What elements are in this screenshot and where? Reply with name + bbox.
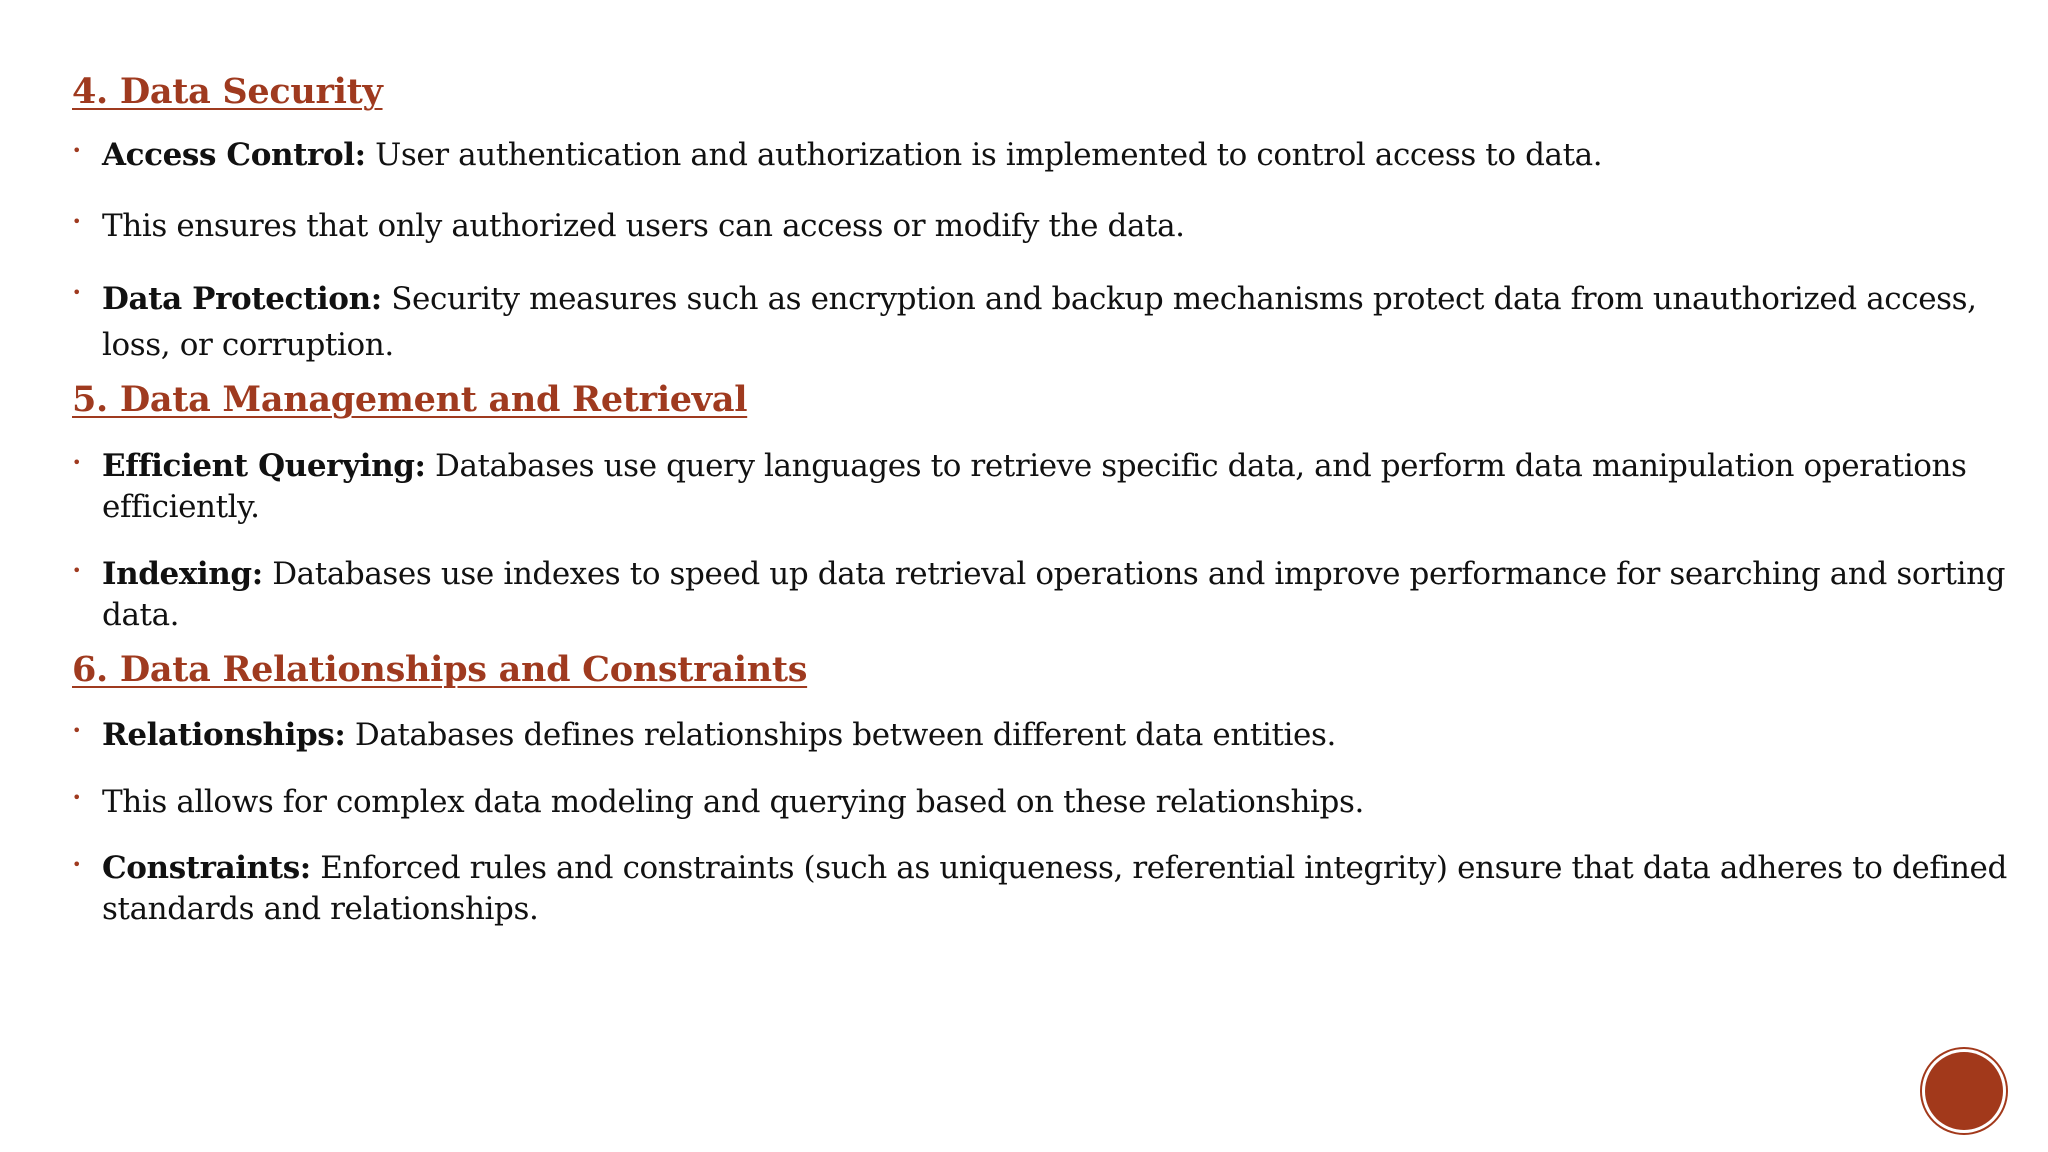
bullet-relationships [72,714,2012,757]
bullet-text: Enforced rules and constraints (such as uniqueness, referential integrity) ensure that data adheres to defined standards and relationships. [102,850,2007,927]
bullet-term: Indexing: [102,556,263,592]
bullet-dot: • [72,212,82,231]
bullet-text: Databases defines relationships between different data entities. [345,717,1336,753]
bullet-text: Security measures such as encryption and backup mechanisms protect data from unauthorized access, loss, or corruption. [102,281,1977,363]
bullet-dot: • [72,141,82,160]
bullet-dot: • [72,788,82,807]
bullet-data-protection [72,276,2012,368]
bullet-text: Databases use indexes to speed up data retrieval operations and improve performance for searching and sorting data. [102,556,2006,633]
bullet-term: Data Protection: [102,281,382,317]
bullet-text: Databases use query languages to retrieve specific data, and perform data manipulation operations efficiently. [102,448,1967,525]
bullet-complex-modeling [72,781,2012,824]
bullet-access-control [72,134,2012,177]
bullet-text: This ensures that only authorized users can access or modify the data. [102,208,1185,244]
bullet-list-data-relationships [72,714,2012,930]
section-heading-data-management: 5. Data Management and Retrieval [72,379,748,420]
bullet-term: Constraints: [102,850,311,886]
section-heading-data-security: 4. Data Security [72,71,383,112]
slide-corner-circle-icon [1925,1052,2003,1130]
bullet-text: This allows for complex data modeling and querying based on these relationships. [102,784,1364,820]
bullet-term: Access Control: [102,137,366,173]
bullet-dot: • [72,721,82,740]
bullet-dot: • [72,855,82,874]
section-heading-data-relationships: 6. Data Relationships and Constraints [72,649,808,690]
slide-content [72,70,2012,930]
bullet-constraints [72,848,2012,930]
bullet-list-data-security [72,134,2012,368]
bullet-term: Relationships: [102,717,346,753]
bullet-dot: • [72,453,82,472]
bullet-term: Efficient Querying: [102,448,426,484]
bullet-list-data-management [72,446,2012,636]
bullet-indexing [72,554,2012,636]
bullet-text: User authentication and authorization is implemented to control access to data. [365,137,1603,173]
bullet-efficient-querying [72,446,2012,528]
bullet-dot: • [72,283,82,302]
bullet-dot: • [72,561,82,580]
bullet-authorized-users [72,205,2012,248]
